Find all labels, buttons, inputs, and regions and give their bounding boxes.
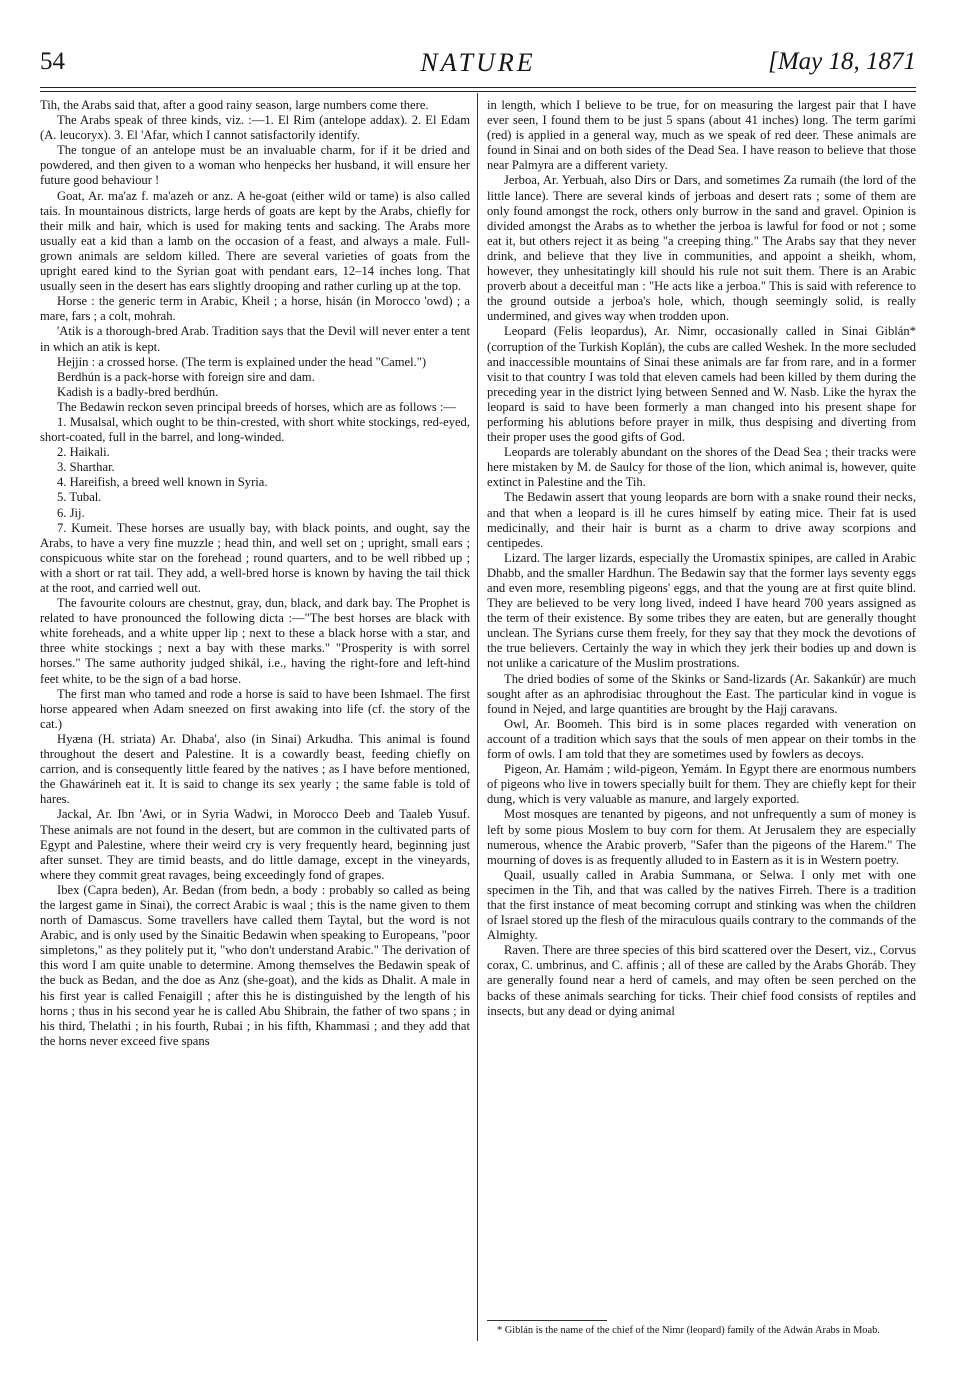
paragraph: The Arabs speak of three kinds, viz. :—1. El Rim (antelope addax). 2. El Edam (A. leucoryx). 3. El 'Afar, which I cannot satisfactorily identify. — [40, 113, 470, 143]
paragraph: Quail, usually called in Arabia Summana, or Selwa. I only met with one specimen in the Tih, and that was called by the natives Firreh. There is a tradition that the first instance of meat becoming corrupt and stinking was when the children of Israel stored up the flesh of the miraculous quails contrary to the commands of the Almighty. — [487, 867, 916, 943]
paragraph: Hyæna (H. striata) Ar. Dhaba', also (in Sinai) Arkudha. This animal is found throughout the desert and Palestine. It is a cowardly beast, feeding chiefly on carrion, and is consequently little feared by the natives ; as I have before mentioned, the Ghawárineh eat it. It is said to change its sex yearly ; the same fable is told of hares. — [40, 731, 470, 807]
paragraph: Berdhún is a pack-horse with foreign sire and dam. — [57, 369, 315, 384]
issue-date — [768, 48, 916, 76]
issue-date-text: [May 18, 1871 — [768, 48, 916, 75]
paragraph: Goat, Ar. ma'az f. ma'azeh or anz. A he-goat (either wild or tame) is also called tais. In mountainous districts, large herds of goats are kept by the Arabs, chiefly for their milk and hair, which is used for making tents and sacking. The Arabs more usually eat a kid than a lamb on the occasion of a feast, and always a male. Full-grown animals are seldom killed. There are several varieties of goats from the upright eared kind to the Syrian goat with pendant ears, 12–14 inches long. That usually seen in the desert has ears slightly drooping and rather curling up at the top. — [40, 188, 470, 294]
paragraph: 7. Kumeit. These horses are usually bay, with black points, and ought, say the Arabs, to have a very fine muzzle ; head thin, and well set on ; upright, small ears ; conspicuous white star on the forehead ; round quarters, and to be well ribbed up ; with a short or rat tail. They add, a well-bred horse is known by having the tail thick at the root, and carried well out. — [40, 520, 470, 595]
header-rule-secondary — [40, 91, 916, 92]
paragraph: Tih, the Arabs said that, after a good rainy season, large numbers come there. — [40, 98, 429, 112]
paragraph: in length, which I believe to be true, for on measuring the largest pair that I have ever seen, I found them to be just 5 spans (about 41 inches) long. The term garími (red) is applied in a general way, much as we speak of red deer. These animals are found in Sinai and on both sides of the Dead Sea. I have reason to believe that those near Palmyra are a different variety. — [487, 98, 916, 173]
paragraph: Ibex (Capra beden), Ar. Bedan (from bedn, a body : probably so called as being the largest game in Sinai), the correct Arabic is waal ; this is the name given to them north of Damascus. Some travellers have called them Taytal, but the word is not Arabic, and is only used by the Sinaitic Bedawin when speaking to Europeans, "poor simpletons," as they politely put it, "who don't understand Arabic." The derivation of this word I am quite unable to determine. Among themselves the Bedawin speak of the buck as Bedan, and the doe as Anz (she-goat), and the kids as Dhalit. A male in his first year is called Fenaigill ; after this he is distinguished by the length of his horns ; thus in his second year he is called Abu Shibrain, the father of two spans ; in his third, Thelathi ; in his fourth, Rubai ; in his fifth, Khammasi ; and they add that the horns never exceed five spans — [40, 882, 470, 1048]
paragraph: Jerboa, Ar. Yerbuah, also Dirs or Dars, and sometimes Za rumaih (the lord of the little lance). There are several kinds of jerboas and desert rats ; some of them are only found amongst the rock, others only burrow in the sand and gravel. Opinion is divided amongst the Arabs as to whether the jerboa is lawful for food or not ; some eat it, but others reject it as being "a creeping thing." The Arabs say that they never drink, and believe that they live in communities, and appoint a sheikh, whom, however, they unhesitatingly kill should his rule not suit them. There is an Arabic proverb about a deceitful man : "He acts like a jerboa." This is said with reference to the ground outside a jerboa's hole, which, though seemingly solid, is really undermined, and gives way when trodden upon. — [487, 173, 916, 324]
paragraph: 5. Tubal. — [57, 490, 102, 505]
paragraph: Lizard. The larger lizards, especially the Uromastix spinipes, are called in Arabic Dhabb, and the smaller Hardhun. The Bedawin say that the former lays seventy eggs and even more, resembling pigeons' eggs, and that the young are at first quite blind. They are believed to be very long lived, indeed I have heard 700 years assigned as the term of their existence. By some tribes they are eaten, but are generally thought unclean. The Syrians curse them freely, for they say that they mock the devotions of the true believers. Certainly the way in which they jerk their bodies up and down is not unlike a caricature of the Muslim prostrations. — [487, 550, 916, 671]
paragraph: The Bedawin reckon seven principal breeds of horses, which are as follows :— — [57, 399, 457, 414]
left-column — [40, 98, 470, 1348]
paragraph: Raven. There are three species of this bird scattered over the Desert, viz., Corvus corax, C. umbrinus, and C. affinis ; all of these are called by the Arabs Ghoráb. They are generally found near a herd of camels, and may often be seen perched on the backs of these animals searching for ticks. Their chief food consists of reptiles and insects, but any dead or dying animal — [487, 943, 916, 1018]
paragraph: The Bedawin assert that young leopards are born with a snake round their necks, and that when a leopard is ill he cures himself by eating mice. Their fat is used medicinally, and their hair is burnt as a charm to drive away scorpions and centipedes. — [487, 490, 916, 550]
paragraph: The tongue of an antelope must be an invaluable charm, for if it be dried and powdered, and then given to a woman who henpecks her husband, it will ensure her future good behaviour ! — [40, 143, 470, 188]
paragraph: 6. Jij. — [57, 505, 85, 520]
paragraph: Jackal, Ar. Ibn 'Awi, or in Syria Wadwi, in Morocco Deeb and Taaleb Yusuf. These animals are not found in the desert, but are common in the cultivated parts of Egypt and Palestine, where their weird cry is very frequently heard, beginning just after sunset. They are timid beasts, and do little damage, except in the vineyards, where they commit great ravages, being exceedingly fond of grapes. — [40, 807, 470, 882]
header-rule — [40, 87, 916, 88]
paragraph: The dried bodies of some of the Skinks or Sand-lizards (Ar. Sakankúr) are much sought after as an aphrodisiac throughout the East. The particular kind in vogue is found in Nejed, and large quantities are brought by the Hajj caravans. — [487, 671, 916, 716]
paragraph: 1. Musalsal, which ought to be thin-crested, with short white stockings, red-eyed, short-coated, full in the barrel, and long-winded. — [40, 414, 470, 445]
right-column — [487, 98, 916, 1338]
paragraph: The favourite colours are chestnut, gray, dun, black, and dark bay. The Prophet is related to have pronounced the following dicta :—"The best horses are black with white foreheads, and a white upper lip ; next to these a black horse with a star, and three white stockings ; next a bay with these marks." "Prosperity is with sorrel horses." The same authority judged shikál, i.e., having the right-fore and left-hind feet white, to be the sign of a bad horse. — [40, 596, 470, 686]
column-divider — [477, 93, 478, 1341]
paragraph: Leopard (Felis leopardus), Ar. Nimr, occasionally called in Sinai Giblán* (corruption of the Turkish Koplán), the cubs are called Weshek. In the more secluded and inaccessible mountains of Sinai these animals are far from rare, and in a former visit to that country I was told that eleven camels had been killed by them during the preceding year in the district lying between Senned and W. Nasb. Like the hyrax the leopard is said to have been formerly a man changed into his present shape for performing his ablutions before prayer in milk, thus despising and diverting from their proper uses the good gifts of God. — [487, 324, 916, 445]
page-number: 54 — [40, 48, 65, 75]
journal-title: NATURE — [420, 48, 536, 77]
paragraph: 4. Hareifish, a breed well known in Syria. — [57, 475, 268, 490]
paragraph: 2. Haikali. — [57, 445, 110, 460]
paragraph: The first man who tamed and rode a horse is said to have been Ishmael. The first horse appeared when Adam sneezed on first awaking into life (cf. the story of the cat.) — [40, 686, 470, 731]
paragraph: 3. Sharthar. — [57, 460, 115, 475]
paragraph: Hejjin : a crossed horse. (The term is explained under the head "Camel.") — [57, 354, 427, 369]
paragraph: Leopards are tolerably abundant on the shores of the Dead Sea ; their tracks were here mistaken by M. de Saulcy for those of the lion, which animal is, however, quite extinct in Palestine and the Tih. — [487, 445, 916, 490]
paragraph: Most mosques are tenanted by pigeons, and not unfrequently a sum of money is left by some pious Moslem to buy corn for them. At Jerusalem they are especially numerous, whence the Arabic proverb, "Safer than the pigeons of the Harem." The mourning of doves is as frequently alluded to in Eastern as it is in Western poetry. — [487, 807, 916, 867]
paragraph: 'Atik is a thorough-bred Arab. Tradition says that the Devil will never enter a tent in which an atik is kept. — [40, 324, 470, 354]
paragraph: Kadish is a badly-bred berdhún. — [57, 384, 219, 399]
page-header — [40, 48, 916, 88]
footnote-rule — [487, 1320, 607, 1321]
paragraph: Horse : the generic term in Arabic, Kheil ; a horse, hisán (in Morocco 'owd) ; a mare, fars ; a colt, mohrah. — [40, 294, 470, 324]
paragraph: Pigeon, Ar. Hamám ; wild-pigeon, Yemám. In Egypt there are enormous numbers of pigeons who live in towers specially built for them. They are chiefly kept for their dung, which is very valuable as manure, and largely exported. — [487, 762, 916, 807]
paragraph: Owl, Ar. Boomeh. This bird is in some places regarded with veneration on account of a tradition which says that the souls of men appear on their tombs in the form of owls. I am told that they are sometimes used by fowlers as decoys. — [487, 716, 916, 762]
footnote: * Giblán is the name of the chief of the Nimr (leopard) family of the Adwán Arabs in Moab. — [497, 1325, 880, 1336]
